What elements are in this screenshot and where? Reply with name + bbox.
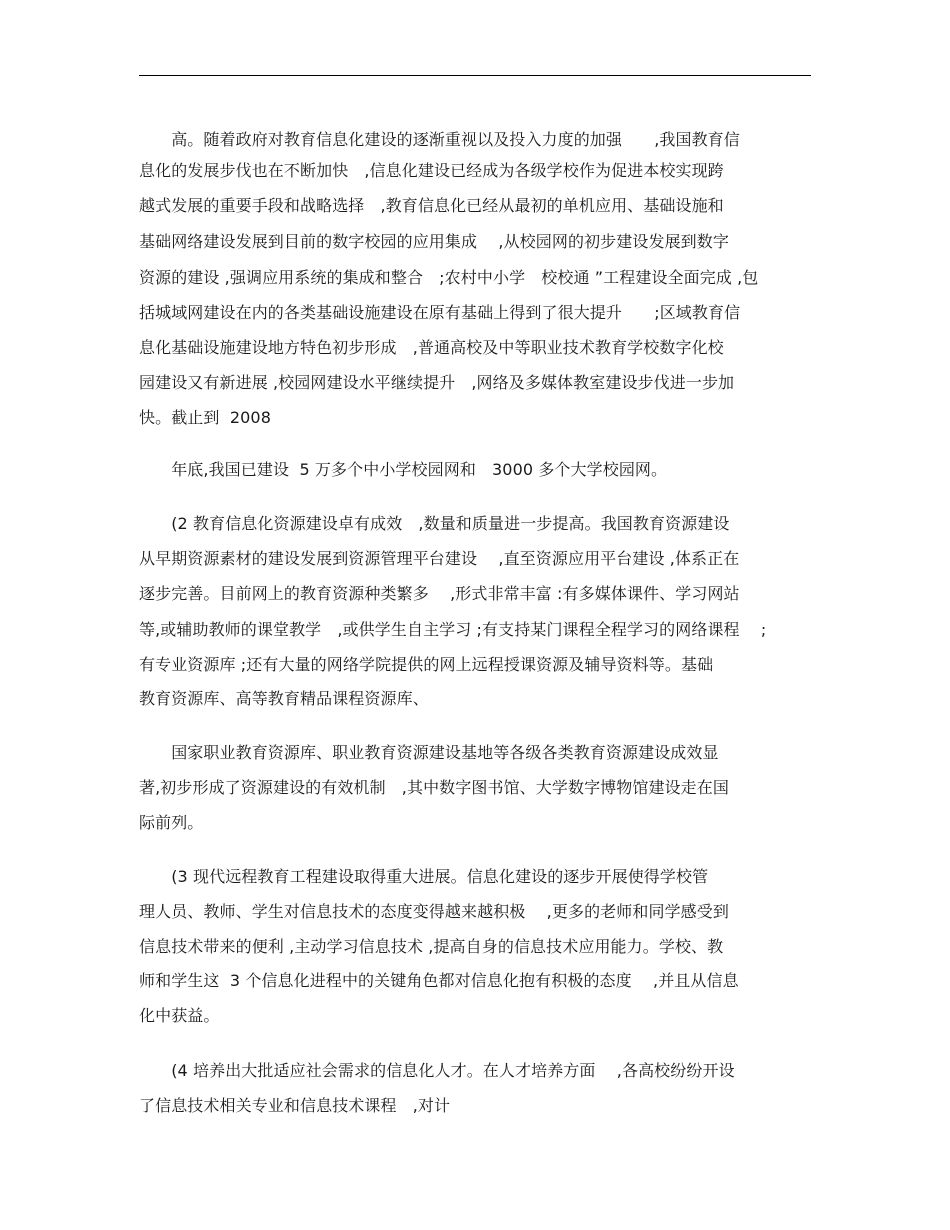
paragraph-1-line-2: 息化的发展步伐也在不断加快 ,信息化建设已经成为各级学校作为促进本校实现跨	[139, 161, 724, 180]
paragraph-3-line-2: 从早期资源素材的建设发展到资源管理平台建设 ,直至资源应用平台建设 ,体系正在	[139, 549, 740, 568]
paragraph-6-line-1: (4 培养出大批适应社会需求的信息化人才。在人才培养方面 ,各高校纷纷开设	[139, 1061, 735, 1080]
paragraph-1-line-9: 快。截止到 2008	[139, 408, 271, 427]
paragraph-5-line-5: 化中获益。	[139, 1006, 220, 1025]
header-rule	[139, 75, 811, 76]
paragraph-4-line-3: 际前列。	[139, 813, 204, 832]
paragraph-1-line-4: 基础网络建设发展到目前的数字校园的应用集成 ,从校园网的初步建设发展到数字	[139, 232, 729, 251]
paragraph-2-line-1: 年底,我国已建设 5 万多个中小学校园网和 3000 多个大学校园网。	[139, 460, 668, 479]
paragraph-5-line-4: 师和学生这 3 个信息化进程中的关键角色都对信息化抱有积极的态度 ,并且从信息	[139, 971, 739, 990]
paragraph-1-line-8: 园建设又有新进展 ,校园网建设水平继续提升 ,网络及多媒体教室建设步伐进一步加	[139, 373, 735, 392]
paragraph-6-line-2: 了信息技术相关专业和信息技术课程 ,对计	[139, 1096, 451, 1115]
paragraph-1-line-7: 息化基础设施建设地方特色初步形成 ,普通高校及中等职业技术教育学校数字化校	[139, 338, 724, 357]
paragraph-1-line-6: 括城域网建设在内的各类基础设施建设在原有基础上得到了很大提升 ;区域教育信	[139, 303, 741, 322]
paragraph-5-line-3: 信息技术带来的便利 ,主动学习信息技术 ,提高自身的信息技术应用能力。学校、教	[139, 937, 724, 956]
paragraph-1-line-3: 越式发展的重要手段和战略选择 ,教育信息化已经从最初的单机应用、基础设施和	[139, 196, 724, 215]
paragraph-3-line-3: 逐步完善。目前网上的教育资源种类繁多 ,形式非常丰富 :有多媒体课件、学习网站	[139, 584, 740, 603]
paragraph-1-line-5: 资源的建设 ,强调应用系统的集成和整合 ;农村中小学 校校通 ”工程建设全面完成 ,包	[139, 268, 759, 287]
paragraph-3-line-4: 等,或辅助教师的课堂教学 ,或供学生自主学习 ;有支持某门课程全程学习的网络课程 ;	[139, 620, 767, 639]
paragraph-3-line-1: (2 教育信息化资源建设卓有成效 ,数量和质量进一步提高。我国教育资源建设	[139, 514, 730, 533]
paragraph-3-line-5: 有专业资源库 ;还有大量的网络学院提供的网上远程授课资源及辅导资料等。基础	[139, 655, 714, 674]
paragraph-4-line-2: 著,初步形成了资源建设的有效机制 ,其中数字图书馆、大学数字博物馆建设走在国	[139, 778, 729, 797]
paragraph-5-line-2: 理人员、教师、学生对信息技术的态度变得越来越积极 ,更多的老师和同学感受到	[139, 902, 729, 921]
paragraph-3-line-6: 教育资源库、高等教育精品课程资源库、	[139, 689, 429, 708]
paragraph-4-line-1: 国家职业教育资源库、职业教育资源建设基地等各级各类教育资源建设成效显	[139, 743, 719, 762]
paragraph-1-line-1: 高。随着政府对教育信息化建设的逐渐重视以及投入力度的加强 ,我国教育信	[139, 130, 740, 149]
paragraph-5-line-1: (3 现代远程教育工程建设取得重大进展。信息化建设的逐步开展使得学校管	[139, 867, 709, 886]
